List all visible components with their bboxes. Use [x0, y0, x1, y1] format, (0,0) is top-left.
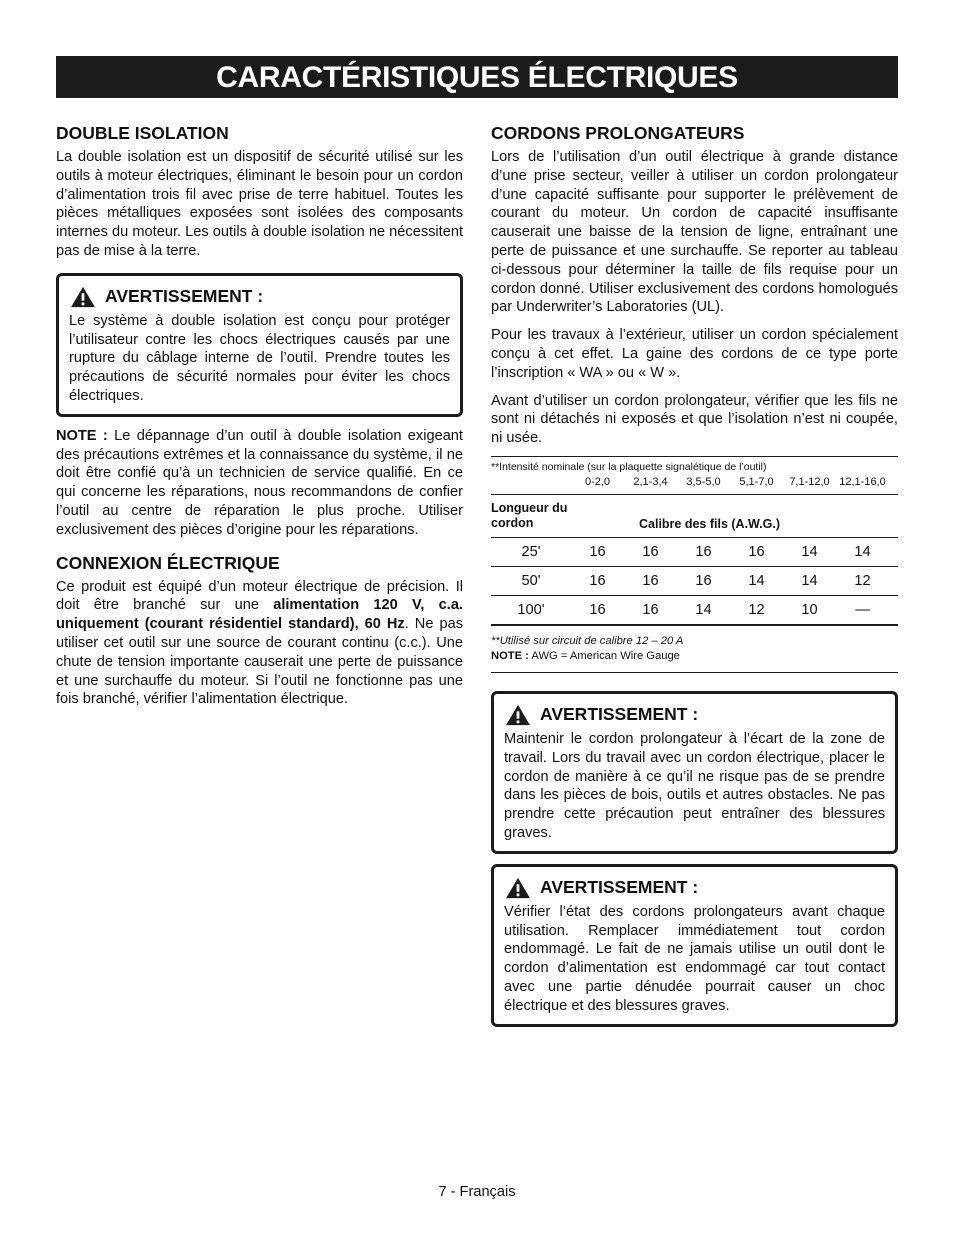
warning-text: Vérifier l’état des cordons prolongateurs avant chaque utilisation. Remplacer immédiatement tout cordon endommagé. Le fait de ne jamais utilise un outil dont le cordon d’alimentation est endommagé car tout contact avec une partie dénudée pourrait causer un choc électrique et des blessures graves. — [504, 903, 885, 1014]
gauge-cell: 16 — [589, 601, 606, 618]
page-title: CARACTÉRISTIQUES ÉLECTRIQUES — [216, 61, 738, 94]
circuit-footnote: **Utilisé sur circuit de calibre 12 – 20 A — [491, 634, 684, 647]
cordons-section — [491, 122, 898, 448]
amp-range: 12,1-16,0 — [839, 475, 886, 488]
gauge-cell: 12 — [748, 601, 765, 618]
connexion-heading: CONNEXION ÉLECTRIQUE — [56, 552, 280, 573]
warning-triangle-icon — [504, 877, 532, 899]
gauge-cell: 12 — [854, 572, 871, 589]
warning-box-cord-placement — [491, 691, 898, 854]
gauge-cell: 14 — [748, 572, 765, 589]
connexion-text-a: Ce produit est équipé d’un moteur électrique de précision. Il doit être branché sur une — [56, 578, 463, 614]
cord-length: 50' — [521, 572, 541, 589]
length-header: Longueur du cordon — [491, 500, 568, 530]
connexion-text-bold: alimentation 120 V, c.a. uniquement (courant résidentiel standard), 60 Hz — [56, 597, 463, 633]
double-isolation-heading: DOUBLE ISOLATION — [56, 123, 229, 143]
amp-note: **Intensité nominale (sur la plaquette signalétique de l’outil) — [491, 460, 767, 473]
warning-triangle-icon — [69, 286, 97, 308]
wire-gauge-table — [491, 456, 898, 673]
gauge-cell: — — [855, 601, 870, 618]
warning-title: AVERTISSEMENT : — [540, 704, 699, 725]
cord-length: 100' — [517, 601, 545, 618]
cordons-heading: CORDONS PROLONGATEURS — [491, 123, 745, 143]
table-row — [491, 596, 898, 625]
cord-length: 25' — [521, 543, 541, 560]
awg-note-label: NOTE : — [491, 649, 529, 662]
warning-title: AVERTISSEMENT : — [540, 877, 699, 898]
gauge-header: Calibre des fils (A.W.G.) — [639, 516, 780, 531]
gauge-cell: 16 — [642, 543, 659, 560]
amp-range-row — [491, 476, 898, 495]
gauge-cell: 16 — [642, 601, 659, 618]
table-footnote — [491, 625, 898, 672]
connexion-text — [56, 578, 463, 710]
warning-title: AVERTISSEMENT : — [105, 286, 264, 307]
gauge-cell: 14 — [854, 543, 871, 560]
amp-range: 3,5-5,0 — [686, 475, 721, 488]
left-column — [56, 122, 463, 709]
gauge-cell: 16 — [695, 572, 712, 589]
note-text: Le dépannage d’un outil à double isolation exigeant des précautions extrêmes et la connaissance du système, il ne doit être confié qu’à un technicien de service qualifié. En ce qui concerne les réparations, nous recommandons de confier l’outil au centre de réparation le plus proche. Utiliser exclusivement des pièces d’origine pour les réparations. — [56, 427, 463, 538]
amp-range: 5,1-7,0 — [739, 475, 774, 488]
connexion-text-b: . Ne pas utiliser cet outil sur une source de courant continu (c.c.). Une chute de tension importante causerait une perte de puissance et une surchauffe du moteur. Si l’outil ne fonctionne pas une fois branché, vérifier l’alimentation électrique. — [56, 616, 463, 708]
awg-note-text: AWG = American Wire Gauge — [528, 649, 680, 662]
gauge-cell: 14 — [801, 543, 818, 560]
gauge-cell: 14 — [801, 572, 818, 589]
cordons-paragraph-2: Pour les travaux à l’extérieur, utiliser un cordon spécialement conçu à cet effet. La gaine des cordons de ce type porte l’inscription « WA » ou « W ». — [491, 327, 898, 381]
note-paragraph — [56, 427, 463, 540]
gauge-cell: 16 — [589, 572, 606, 589]
amp-range: 2,1-3,4 — [633, 475, 668, 488]
double-isolation-section — [56, 122, 463, 261]
gauge-cell: 14 — [695, 601, 712, 618]
table-header-row — [491, 495, 898, 538]
page-number: 7 - Français — [438, 1184, 516, 1200]
warning-text: Maintenir le cordon prolongateur à l’écart de la zone de travail. Lors du travail avec un cordon électrique, placer le cordon de manière à ce qu’il ne risque pas de se prendre dans les pièces de bois, outils et autres obstacles. Ne pas prendre cette précaution peut entraîner des blessures graves. — [504, 730, 885, 841]
gauge-cell: 10 — [801, 601, 818, 618]
connexion-section — [56, 552, 463, 710]
warning-triangle-icon — [504, 704, 532, 726]
warning-box-cord-inspection — [491, 864, 898, 1027]
gauge-cell: 16 — [748, 543, 765, 560]
table-row — [491, 567, 898, 596]
warning-box-double-isolation — [56, 273, 463, 417]
page-title-banner — [56, 56, 898, 98]
amp-range: 0-2,0 — [584, 475, 611, 488]
right-column — [491, 122, 898, 1027]
cordons-paragraph-1: Lors de l’utilisation d’un outil électrique à grande distance d’une prise secteur, veiller à utiliser un cordon prolongateur d’une capacité suffisante pour supporter le prélèvement de courant du moteur. Un cordon de capacité insuffisante causerait une baisse de la tension de ligne, entraînant une perte de puissance et une surchauffe. Se reporter au tableau ci-dessous pour déterminer la taille de fils requise pour un cordon donné. Utiliser exclusivement des cordons homologués par Underwriter’s Laboratories (UL). — [491, 149, 898, 316]
table-row — [491, 538, 898, 567]
amp-range: 7,1-12,0 — [789, 475, 830, 488]
gauge-cell: 16 — [642, 572, 659, 589]
note-label: NOTE : — [56, 427, 108, 444]
gauge-cell: 16 — [589, 543, 606, 560]
awg-note — [491, 649, 898, 664]
double-isolation-text: La double isolation est un dispositif de sécurité utilisé sur les outils à moteur électriques, éliminant le besoin pour un cordon d’alimentation trois fil avec prise de terre habituel. Toutes les pièces métalliques exposées sont isolées des composants internes du moteur. Les outils à double isolation ne nécessitent pas de mise à la terre. — [56, 149, 463, 259]
gauge-cell: 16 — [695, 543, 712, 560]
cordons-paragraph-3: Avant d’utiliser un cordon prolongateur, vérifier que les fils ne sont ni détachés ni exposés et que l’isolation n’est ni coupée, ni usée. — [491, 392, 898, 447]
warning-text: Le système à double isolation est conçu pour protéger l’utilisateur contre les chocs électriques causés par une rupture du câblage interne de l’outil. Prendre toutes les précautions de sécurité normales pour éviter les chocs électriques. — [69, 312, 450, 404]
